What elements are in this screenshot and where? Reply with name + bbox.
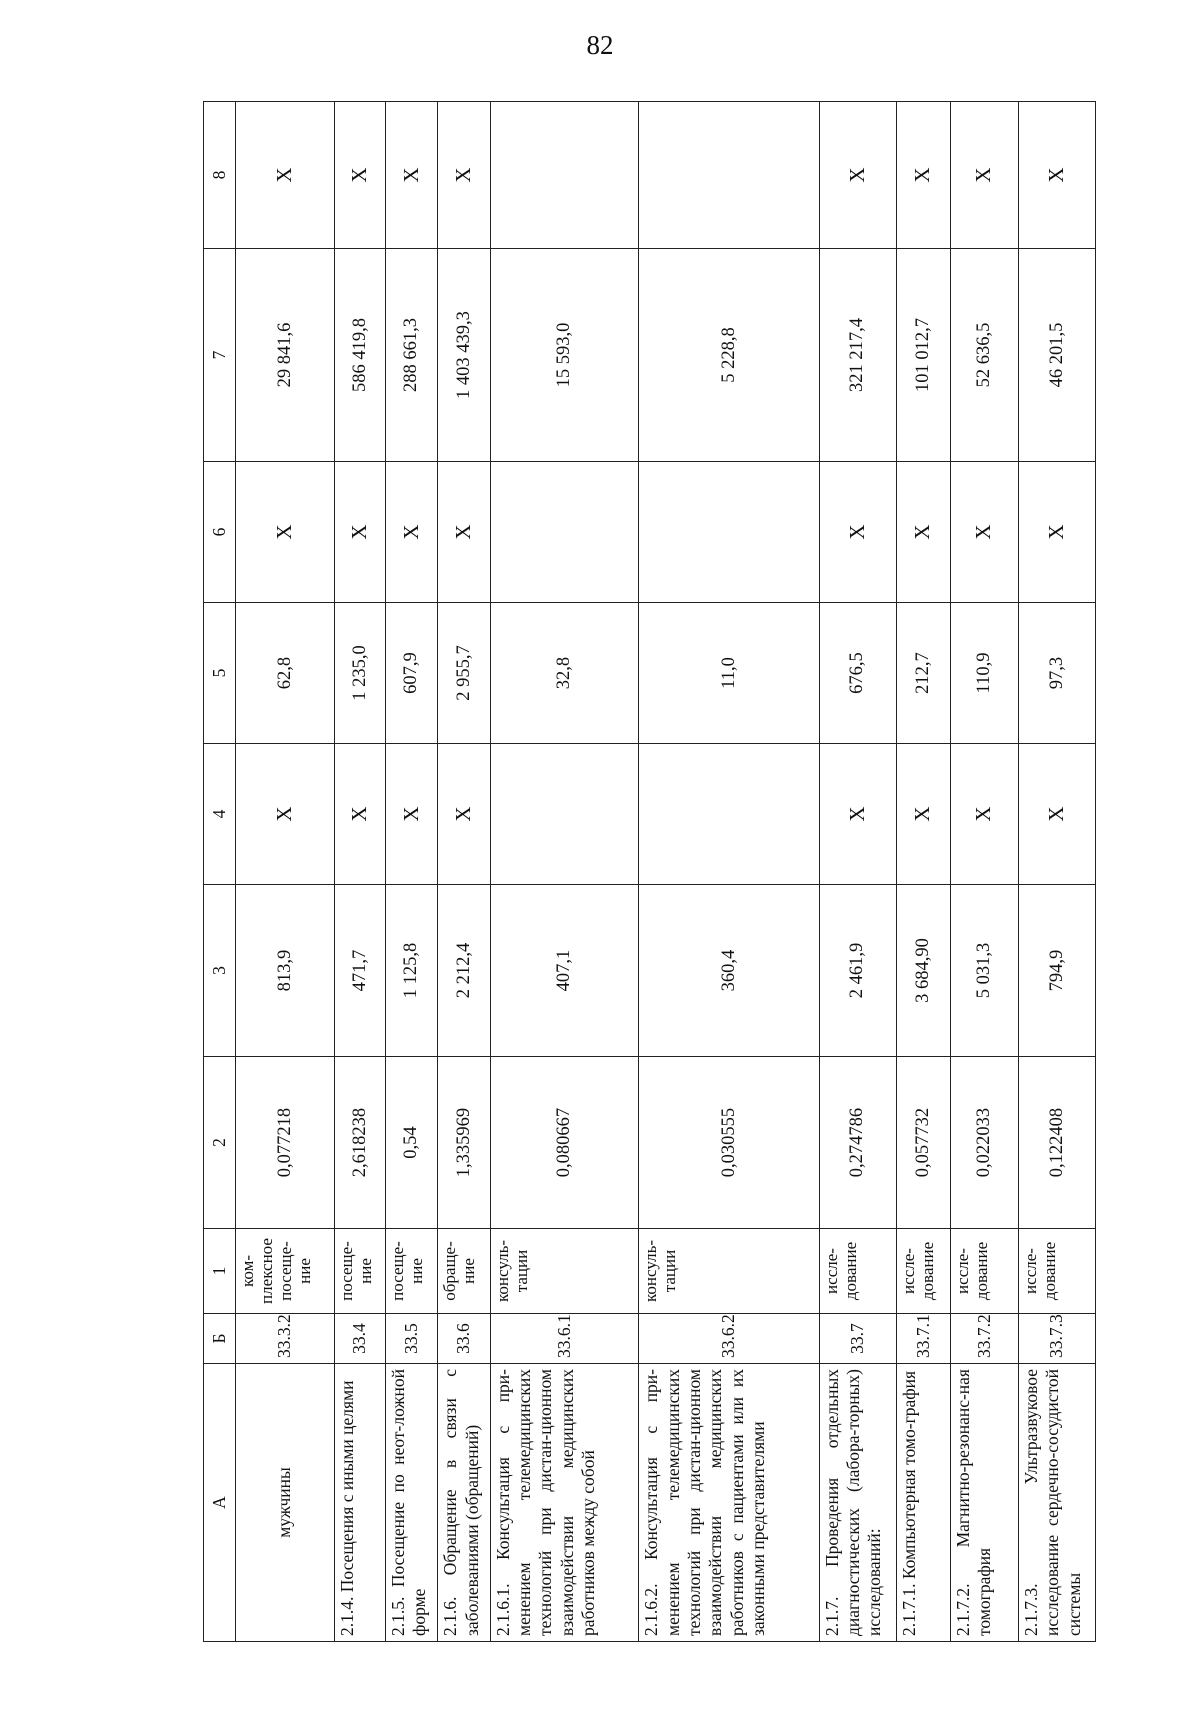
header-cell-4: 4 [204, 744, 236, 885]
row-name: 2.1.4. Посещения с иными целями [335, 1364, 386, 1642]
row-col8: Х [438, 102, 490, 249]
row-name: мужчины [236, 1364, 335, 1642]
row-col6: Х [438, 462, 490, 603]
row-col8: Х [385, 102, 437, 249]
table-row [950, 102, 1018, 1642]
row-name: 2.1.6. Обращение в связи с заболеваниями (обращений) [438, 1364, 490, 1642]
row-name: 2.1.6.2. Консультация с при-менением телемедицинских технологий при дистан-ционном взаимодействии медицинских работников с пациентами или их законными представителями [639, 1364, 820, 1642]
row-col3: 2 461,9 [819, 885, 896, 1057]
row-col3: 2 212,4 [438, 885, 490, 1057]
row-col8 [639, 102, 820, 249]
row-col2: 0,057732 [896, 1057, 950, 1229]
row-col4: Х [819, 744, 896, 885]
row-col6 [490, 462, 639, 603]
row-col7: 288 661,3 [385, 249, 437, 462]
row-col2: 1,335969 [438, 1057, 490, 1229]
row-name: 2.1.7.2. Магнитно-резонанс-ная томография [950, 1364, 1018, 1642]
table-row [490, 102, 639, 1642]
row-col3: 3 684,90 [896, 885, 950, 1057]
header-cell-8: 8 [204, 102, 236, 249]
row-unit: посеще-ние [335, 1229, 386, 1314]
row-name: 2.1.7.1. Компьютерная томо-графия [896, 1364, 950, 1642]
row-name: 2.1.5. Посещение по неот-ложной форме [385, 1364, 437, 1642]
row-col4: Х [438, 744, 490, 885]
row-col6: Х [896, 462, 950, 603]
row-col5: 607,9 [385, 603, 437, 744]
table-row [819, 102, 896, 1642]
row-col4 [639, 744, 820, 885]
table-row [236, 102, 335, 1642]
table-row [896, 102, 950, 1642]
row-col6: Х [1018, 462, 1095, 603]
row-unit: ком-плексное посеще-ние [236, 1229, 335, 1314]
rotated-table-container [203, 102, 1096, 1642]
header-row [204, 102, 236, 1642]
row-col7: 101 012,7 [896, 249, 950, 462]
row-col6: Х [819, 462, 896, 603]
table-row [438, 102, 490, 1642]
header-cell-3: 3 [204, 885, 236, 1057]
header-cell-5: 5 [204, 603, 236, 744]
row-code: 33.3.2 [236, 1314, 335, 1364]
header-cell-1: 1 [204, 1229, 236, 1314]
row-col5: 32,8 [490, 603, 639, 744]
row-col3: 407,1 [490, 885, 639, 1057]
row-unit: консуль-тации [490, 1229, 639, 1314]
row-code: 33.6.1 [490, 1314, 639, 1364]
table-row [639, 102, 820, 1642]
row-name: 2.1.7. Проведения отдельных диагностических (лабора-торных) исследований: [819, 1364, 896, 1642]
row-col5: 110,9 [950, 603, 1018, 744]
row-col5: 97,3 [1018, 603, 1095, 744]
row-code: 33.6.2 [639, 1314, 820, 1364]
row-code: 33.7 [819, 1314, 896, 1364]
row-unit: посеще-ние [385, 1229, 437, 1314]
row-col2: 0,022033 [950, 1057, 1018, 1229]
row-col7: 586 419,8 [335, 249, 386, 462]
row-col6: Х [236, 462, 335, 603]
row-col4: Х [1018, 744, 1095, 885]
row-unit: иссле-дование [1018, 1229, 1095, 1314]
row-col8: Х [896, 102, 950, 249]
row-code: 33.6 [438, 1314, 490, 1364]
header-cell-2: 2 [204, 1057, 236, 1229]
row-col4: Х [950, 744, 1018, 885]
row-col6: Х [335, 462, 386, 603]
row-col2: 2,618238 [335, 1057, 386, 1229]
table-row [1018, 102, 1095, 1642]
row-col3: 813,9 [236, 885, 335, 1057]
row-unit: иссле-дование [896, 1229, 950, 1314]
header-cell-a: А [204, 1364, 236, 1642]
row-col5: 1 235,0 [335, 603, 386, 744]
row-col2: 0,077218 [236, 1057, 335, 1229]
row-col4 [490, 744, 639, 885]
row-col8: Х [950, 102, 1018, 249]
row-col8: Х [819, 102, 896, 249]
row-col5: 2 955,7 [438, 603, 490, 744]
row-col4: Х [335, 744, 386, 885]
row-col7: 29 841,6 [236, 249, 335, 462]
row-col2: 0,274786 [819, 1057, 896, 1229]
table-row [335, 102, 386, 1642]
row-name: 2.1.7.3. Ультразвуковое исследование сердечно-сосудистой системы [1018, 1364, 1095, 1642]
row-col3: 5 031,3 [950, 885, 1018, 1057]
page-number: 82 [586, 30, 614, 60]
row-col6 [639, 462, 820, 603]
row-col4: Х [896, 744, 950, 885]
row-col2: 0,122408 [1018, 1057, 1095, 1229]
row-col7: 52 636,5 [950, 249, 1018, 462]
row-col3: 794,9 [1018, 885, 1095, 1057]
header-cell-b: Б [204, 1314, 236, 1364]
row-col7: 46 201,5 [1018, 249, 1095, 462]
row-col3: 360,4 [639, 885, 820, 1057]
row-col7: 1 403 439,3 [438, 249, 490, 462]
row-col3: 471,7 [335, 885, 386, 1057]
financing-table [203, 101, 1096, 1642]
header-cell-6: 6 [204, 462, 236, 603]
row-unit: консуль-тации [639, 1229, 820, 1314]
row-col5: 676,5 [819, 603, 896, 744]
row-code: 33.7.1 [896, 1314, 950, 1364]
row-col4: Х [236, 744, 335, 885]
row-col8: Х [1018, 102, 1095, 249]
row-code: 33.5 [385, 1314, 437, 1364]
row-col7: 321 217,4 [819, 249, 896, 462]
row-code: 33.7.2 [950, 1314, 1018, 1364]
row-col8 [490, 102, 639, 249]
row-col2: 0,080667 [490, 1057, 639, 1229]
row-col4: Х [385, 744, 437, 885]
row-col8: Х [335, 102, 386, 249]
row-col2: 0,54 [385, 1057, 437, 1229]
row-col5: 212,7 [896, 603, 950, 744]
row-code: 33.4 [335, 1314, 386, 1364]
row-unit: иссле-дование [950, 1229, 1018, 1314]
row-unit: обраще-ние [438, 1229, 490, 1314]
row-code: 33.7.3 [1018, 1314, 1095, 1364]
row-unit: иссле-дование [819, 1229, 896, 1314]
row-col3: 1 125,8 [385, 885, 437, 1057]
row-name: 2.1.6.1. Консультация с при-менением телемедицинских технологий при дистан-ционном взаимодействии медицинских работников между собой [490, 1364, 639, 1642]
row-col5: 11,0 [639, 603, 820, 744]
row-col2: 0,030555 [639, 1057, 820, 1229]
row-col6: Х [385, 462, 437, 603]
row-col5: 62,8 [236, 603, 335, 744]
row-col6: Х [950, 462, 1018, 603]
header-cell-7: 7 [204, 249, 236, 462]
table-row [385, 102, 437, 1642]
row-col7: 5 228,8 [639, 249, 820, 462]
row-col7: 15 593,0 [490, 249, 639, 462]
row-col8: Х [236, 102, 335, 249]
